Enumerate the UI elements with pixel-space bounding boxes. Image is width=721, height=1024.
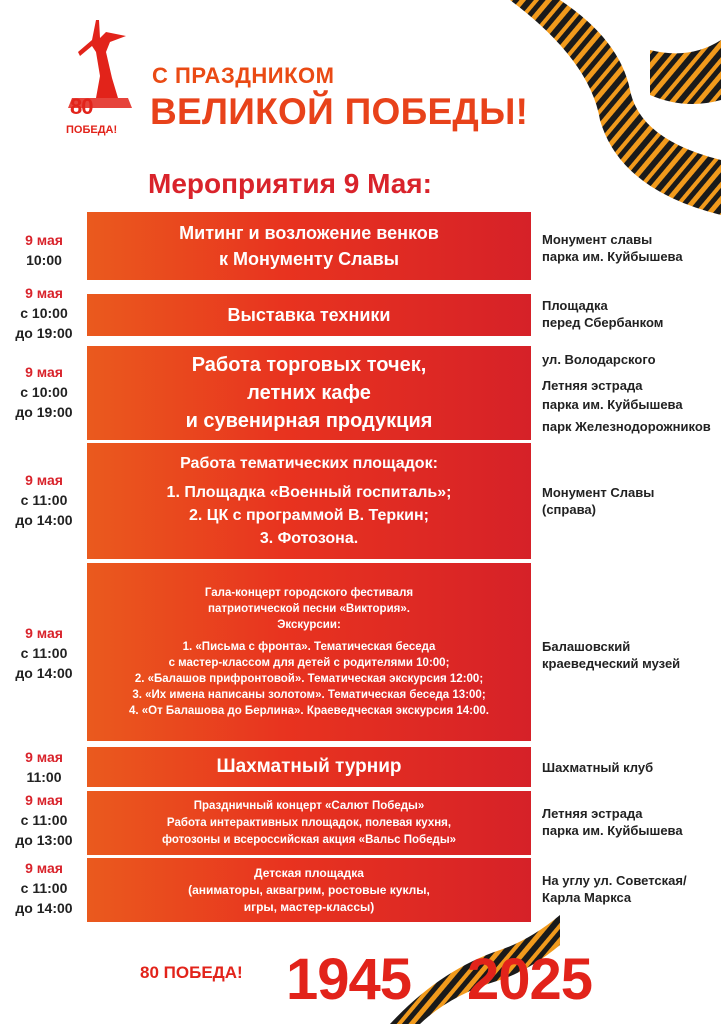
- event-box: [87, 443, 531, 559]
- event-date: [0, 283, 88, 343]
- location-line: ул. Володарского: [542, 352, 656, 367]
- event-date: [0, 470, 88, 530]
- event-title-line: Детская площадка: [254, 865, 364, 880]
- event-title-line: 1. Площадка «Военный госпиталь»;: [166, 484, 452, 501]
- location-line: (справа): [542, 502, 596, 517]
- greeting-line-2: ВЕЛИКОЙ ПОБЕДЫ!: [150, 91, 529, 132]
- event-title-line: патриотической песни «Виктория».: [208, 603, 410, 615]
- greeting-line-1: С ПРАЗДНИКОМ: [152, 63, 335, 88]
- event-title-line: 3. Фотозона.: [259, 530, 359, 547]
- event-box: [87, 747, 531, 787]
- st-george-ribbon-icon: [500, 0, 721, 230]
- location-line: Карла Маркса: [542, 890, 632, 905]
- event-location: [542, 759, 653, 776]
- event-title-line: игры, мастер-классы): [243, 899, 375, 914]
- event-time: до 14:00: [15, 665, 73, 681]
- event-location: [542, 638, 680, 672]
- event-time: 11:00: [26, 769, 62, 785]
- event-time: до 19:00: [15, 325, 73, 341]
- location-line: На углу ул. Советская/: [542, 873, 687, 888]
- event-date: [0, 858, 88, 918]
- location-line: Монумент славы: [542, 232, 653, 247]
- logo-label: ПОБЕДА!: [66, 124, 118, 136]
- event-box: [87, 791, 531, 855]
- location-line: Летняя эстрада: [542, 378, 643, 393]
- event-title-line: 2. ЦК с программой В. Теркин;: [188, 507, 430, 524]
- logo-number: 80: [70, 94, 93, 119]
- event-box: [87, 563, 531, 741]
- page-subtitle: Мероприятия 9 Мая:: [148, 168, 432, 199]
- event-title-line: Выставка техники: [227, 304, 391, 325]
- event-title-line: 2. «Балашов прифронтовой». Тематическая экскурсия 12:00;: [134, 673, 484, 685]
- event-title-line: 4. «От Балашова до Берлина». Краеведческая экскурсия 14:00.: [128, 705, 490, 717]
- footer-logo-label: ПОБЕДА!: [163, 963, 243, 982]
- event-title-line: Работа интерактивных площадок, полевая кухня,: [166, 816, 452, 829]
- event-time: с 10:00: [20, 384, 68, 400]
- location-line: парка им. Куйбышева: [542, 249, 683, 264]
- location-line: парк Железнодорожников: [542, 419, 711, 434]
- event-date: [0, 623, 88, 683]
- event-title-line: Работа тематических площадок:: [180, 455, 438, 472]
- event-time: с 11:00: [20, 812, 68, 828]
- event-time: 10:00: [26, 252, 62, 268]
- event-time: до 13:00: [15, 832, 73, 848]
- event-title-line: фотозоны и всероссийская акция «Вальс Победы»: [161, 833, 457, 846]
- event-date: [0, 747, 88, 787]
- event-title-line: к Монументу Славы: [219, 249, 399, 269]
- event-time: до 14:00: [15, 512, 73, 528]
- event-title-line: Работа торговых точек,: [191, 354, 427, 376]
- event-location: [542, 805, 683, 839]
- location-line: Летняя эстрада: [542, 806, 643, 821]
- event-title-line: (аниматоры, аквагрим, ростовые куклы,: [188, 882, 430, 897]
- event-box: [87, 294, 531, 336]
- event-time: с 11:00: [20, 645, 68, 661]
- event-time: с 11:00: [20, 880, 68, 896]
- event-location: [542, 350, 711, 436]
- event-title-line: 3. «Их имена написаны золотом». Тематическая беседа 13:00;: [132, 689, 486, 701]
- event-title-line: Экскурсии:: [277, 619, 341, 631]
- event-title-line: и сувенирная продукция: [185, 410, 433, 432]
- event-day: 9 мая: [25, 232, 63, 248]
- location-line: Площадка: [542, 298, 608, 313]
- event-date: [0, 230, 88, 270]
- event-day: 9 мая: [25, 472, 63, 488]
- event-location: [542, 484, 654, 518]
- event-day: 9 мая: [25, 364, 63, 380]
- footer-logo-number: 80: [140, 963, 159, 982]
- event-date: [0, 790, 88, 850]
- footer-logo: [140, 963, 243, 983]
- event-title-line: Гала-концерт городского фестиваля: [204, 587, 414, 599]
- event-day: 9 мая: [25, 749, 63, 765]
- event-location: [542, 872, 687, 906]
- location-line: Балашовский: [542, 639, 631, 654]
- event-title-line: Шахматный турнир: [216, 756, 402, 777]
- event-box: [87, 212, 531, 280]
- event-box: [87, 346, 531, 440]
- event-title-line: летних кафе: [247, 382, 371, 404]
- event-time: с 11:00: [20, 492, 68, 508]
- event-title-line: Праздничный концерт «Салют Победы»: [193, 799, 425, 812]
- event-time: до 14:00: [15, 900, 73, 916]
- event-title-line: Митинг и возложение венков: [179, 223, 439, 243]
- location-line: Монумент Славы: [542, 485, 655, 500]
- event-location: [542, 231, 683, 265]
- event-title-line: с мастер-классом для детей с родителями 10:00;: [168, 657, 450, 669]
- event-location: [542, 297, 663, 331]
- event-day: 9 мая: [25, 792, 63, 808]
- location-line: перед Сбербанком: [542, 315, 664, 330]
- event-day: 9 мая: [25, 860, 63, 876]
- location-line: краеведческий музей: [542, 656, 681, 671]
- year-start: 1945: [286, 947, 412, 1012]
- location-line: парка им. Куйбышева: [542, 823, 683, 838]
- location-line: Шахматный клуб: [542, 760, 654, 775]
- event-day: 9 мая: [25, 625, 63, 641]
- event-title-line: 1. «Письма с фронта». Тематическая беседа: [182, 641, 436, 653]
- event-time: с 10:00: [20, 305, 68, 321]
- event-time: до 19:00: [15, 404, 73, 420]
- event-date: [0, 362, 88, 422]
- event-day: 9 мая: [25, 285, 63, 301]
- location-line: парка им. Куйбышева: [542, 397, 683, 412]
- year-end: 2025: [467, 947, 593, 1012]
